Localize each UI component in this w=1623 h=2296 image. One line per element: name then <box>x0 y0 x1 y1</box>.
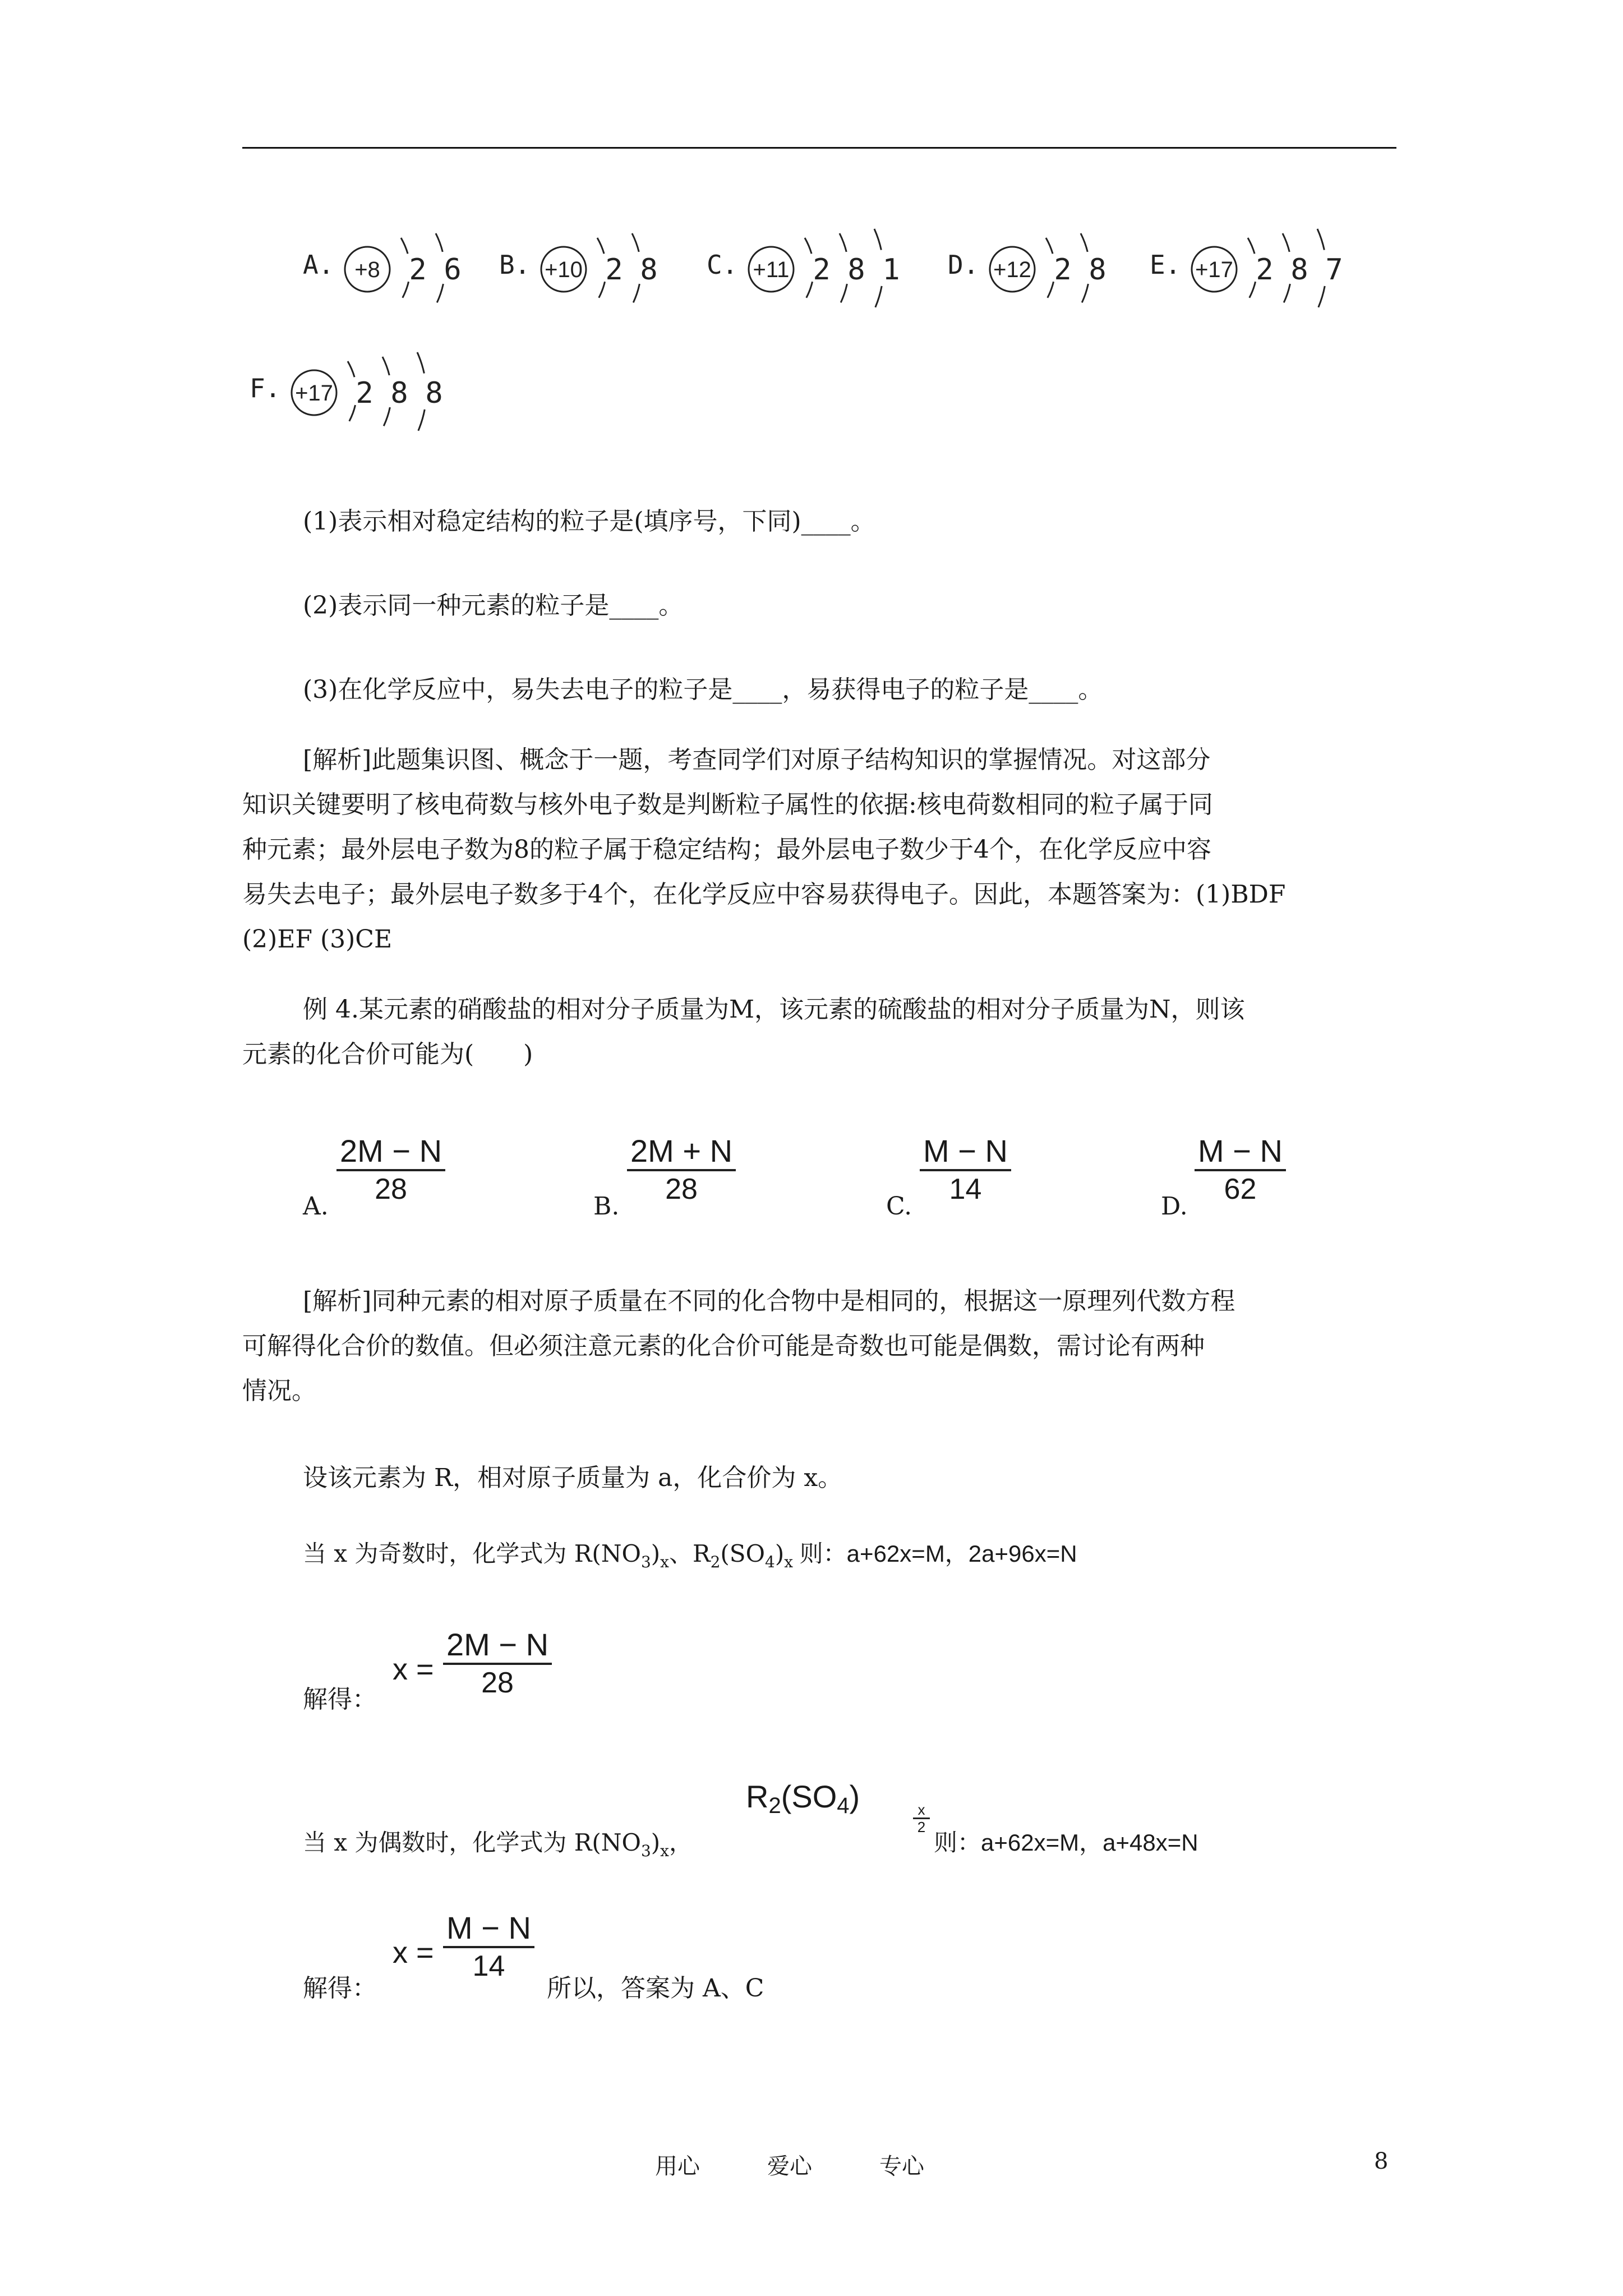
shell-electron-count: 8 <box>640 253 658 287</box>
solve-2-conclusion: 所以，答案为 A、C <box>547 1974 764 2003</box>
setup-line: 设该元素为 R，相对原子质量为 a，化合价为 x。 <box>303 1464 843 1492</box>
nucleus-charge: +12 <box>993 257 1031 282</box>
even-case-line <box>303 1820 693 1874</box>
analysis-2-line: [解析]同种元素的相对原子质量在不同的化合物中是相同的，根据这一原理列代数方程 <box>303 1287 1235 1315</box>
option-b-denominator: 28 <box>665 1173 698 1205</box>
atom-structure <box>1189 224 1389 320</box>
atom-label: A. <box>303 250 334 280</box>
analysis-1-line: 知识关键要明了核电荷数与核外电子数是判断粒子属性的依据:核电荷数相同的粒子属于同 <box>242 790 1213 819</box>
nucleus-charge: +17 <box>1195 257 1233 282</box>
option-c-fraction <box>920 1133 1011 1207</box>
even-subscript: 3 <box>640 1842 651 1860</box>
shell-electron-count: 8 <box>425 376 443 410</box>
even-text: ) <box>651 1829 661 1856</box>
option-b-label: B. <box>593 1192 620 1221</box>
odd-text: 当 x 为奇数时，化学式为 R(NO <box>303 1540 641 1567</box>
odd-subscript: 4 <box>765 1553 775 1571</box>
analysis-2 <box>242 1279 1391 1414</box>
option-d-denominator: 62 <box>1224 1173 1257 1205</box>
option-a-fraction <box>336 1133 445 1207</box>
atom-structure <box>538 224 703 320</box>
footer-text-2: 爱心 <box>767 2154 812 2179</box>
analysis-1 <box>242 738 1391 962</box>
option-b-numerator: 2M + N <box>627 1133 736 1171</box>
option-c-denominator: 14 <box>949 1173 982 1205</box>
solve-1-numerator: 2M − N <box>443 1627 552 1665</box>
page-number: 8 <box>1374 2148 1389 2174</box>
atom-label: B. <box>499 250 531 280</box>
example-4 <box>242 987 1391 1077</box>
option-c-label: C. <box>886 1192 912 1221</box>
odd-case-line <box>303 1531 1077 1585</box>
formula-text: ) <box>849 1779 860 1814</box>
footer-text-3: 专心 <box>879 2154 924 2179</box>
formula-text: R <box>746 1779 769 1814</box>
shell-electron-count: 8 <box>1290 253 1308 287</box>
shell-electron-count: 2 <box>1054 253 1072 287</box>
nucleus-charge: +10 <box>545 257 583 282</box>
odd-text: 、R <box>668 1540 711 1567</box>
even-sulfate-formula <box>746 1778 860 1819</box>
nucleus-charge: +8 <box>354 257 380 282</box>
atom-label: F. <box>250 373 281 403</box>
odd-subscript: 2 <box>710 1553 721 1571</box>
solve-1-fraction <box>443 1627 552 1701</box>
header-rule <box>242 147 1396 149</box>
shell-electron-count: 2 <box>605 253 623 287</box>
odd-subscript: x <box>784 1553 794 1571</box>
nucleus-charge: +11 <box>753 257 790 282</box>
example-4-line: 例 4.某元素的硝酸盐的相对分子质量为M，该元素的硫酸盐的相对分子质量为N，则该 <box>303 995 1245 1024</box>
analysis-2-line: 情况。 <box>242 1377 316 1405</box>
solve-1-denominator: 28 <box>481 1667 514 1699</box>
solve-2-numerator: M − N <box>443 1910 534 1948</box>
even-subscript-fraction <box>913 1802 930 1835</box>
solve-2-fraction <box>443 1910 534 1984</box>
option-d-numerator: M − N <box>1195 1133 1286 1171</box>
shell-electron-count: 2 <box>356 376 374 410</box>
solve-2-lhs: x = <box>393 1936 434 1970</box>
question-3: (3)在化学反应中，易失去电子的粒子是____，易获得电子的粒子是____。 <box>303 675 1103 704</box>
fraction-denominator: 2 <box>917 1819 926 1835</box>
shell-electron-count: 7 <box>1325 253 1343 287</box>
solve-2-label: 解得： <box>303 1974 377 2003</box>
even-equations: 则：a+62x=M，a+48x=N <box>934 1829 1198 1856</box>
example-4-line: 元素的化合价可能为( ) <box>242 1040 533 1069</box>
formula-subscript: 4 <box>837 1793 850 1818</box>
odd-text: ) <box>651 1540 661 1567</box>
shell-electron-count: 8 <box>847 253 865 287</box>
shell-electron-count: 1 <box>882 253 900 287</box>
atom-structure <box>289 348 488 443</box>
solve-1-lhs: x = <box>393 1653 434 1686</box>
question-1: (1)表示相对稳定结构的粒子是(填序号，下同)____。 <box>303 507 875 536</box>
even-subscript: x <box>660 1842 669 1860</box>
option-c-numerator: M − N <box>920 1133 1011 1171</box>
option-b-fraction <box>627 1133 736 1207</box>
odd-equations: 则：a+62x=M，2a+96x=N <box>793 1540 1077 1567</box>
atom-label: D. <box>948 250 979 280</box>
option-d-label: D. <box>1161 1192 1188 1221</box>
formula-text: (SO <box>781 1779 837 1814</box>
solve-1-label: 解得： <box>303 1685 377 1714</box>
odd-subscript: x <box>660 1553 669 1571</box>
solve-2-denominator: 14 <box>472 1950 505 1982</box>
shell-electron-count: 8 <box>390 376 408 410</box>
analysis-1-line: 种元素；最外层电子数为8的粒子属于稳定结构；最外层电子数少于4个，在化学反应中容 <box>242 835 1211 864</box>
even-text: ， <box>668 1829 693 1856</box>
odd-text: ) <box>774 1540 785 1567</box>
atom-structure <box>342 224 507 320</box>
option-a-denominator: 28 <box>375 1173 407 1205</box>
option-a-numerator: 2M − N <box>336 1133 445 1171</box>
analysis-1-line: (2)EF (3)CE <box>242 925 393 954</box>
analysis-1-line: 易失去电子；最外层电子数多于4个，在化学反应中容易获得电子。因此，本题答案为：(1)BDF <box>242 880 1286 909</box>
odd-subscript: 3 <box>640 1553 651 1571</box>
question-2: (2)表示同一种元素的粒子是____。 <box>303 591 684 620</box>
analysis-1-line: [解析]此题集识图、概念于一题，考查同学们对原子结构知识的掌握情况。对这部分 <box>303 746 1211 774</box>
atom-structure <box>987 224 1152 320</box>
shell-electron-count: 8 <box>1089 253 1106 287</box>
option-a-label: A. <box>303 1192 329 1221</box>
atom-structure <box>746 224 946 320</box>
analysis-2-line: 可解得化合价的数值。但必须注意元素的化合价可能是奇数也可能是偶数，需讨论有两种 <box>242 1332 1205 1360</box>
atom-label: E. <box>1150 250 1181 280</box>
nucleus-charge: +17 <box>295 381 333 406</box>
option-d-fraction <box>1195 1133 1286 1207</box>
shell-electron-count: 2 <box>409 253 427 287</box>
atom-label: C. <box>707 250 738 280</box>
footer-text-1: 用心 <box>655 2154 700 2179</box>
odd-text: (SO <box>720 1540 765 1567</box>
shell-electron-count: 2 <box>1256 253 1274 287</box>
fraction-numerator: x <box>913 1802 930 1819</box>
formula-subscript: 2 <box>768 1793 781 1818</box>
shell-electron-count: 2 <box>813 253 831 287</box>
even-text: 当 x 为偶数时，化学式为 R(NO <box>303 1829 641 1856</box>
shell-electron-count: 6 <box>444 253 462 287</box>
